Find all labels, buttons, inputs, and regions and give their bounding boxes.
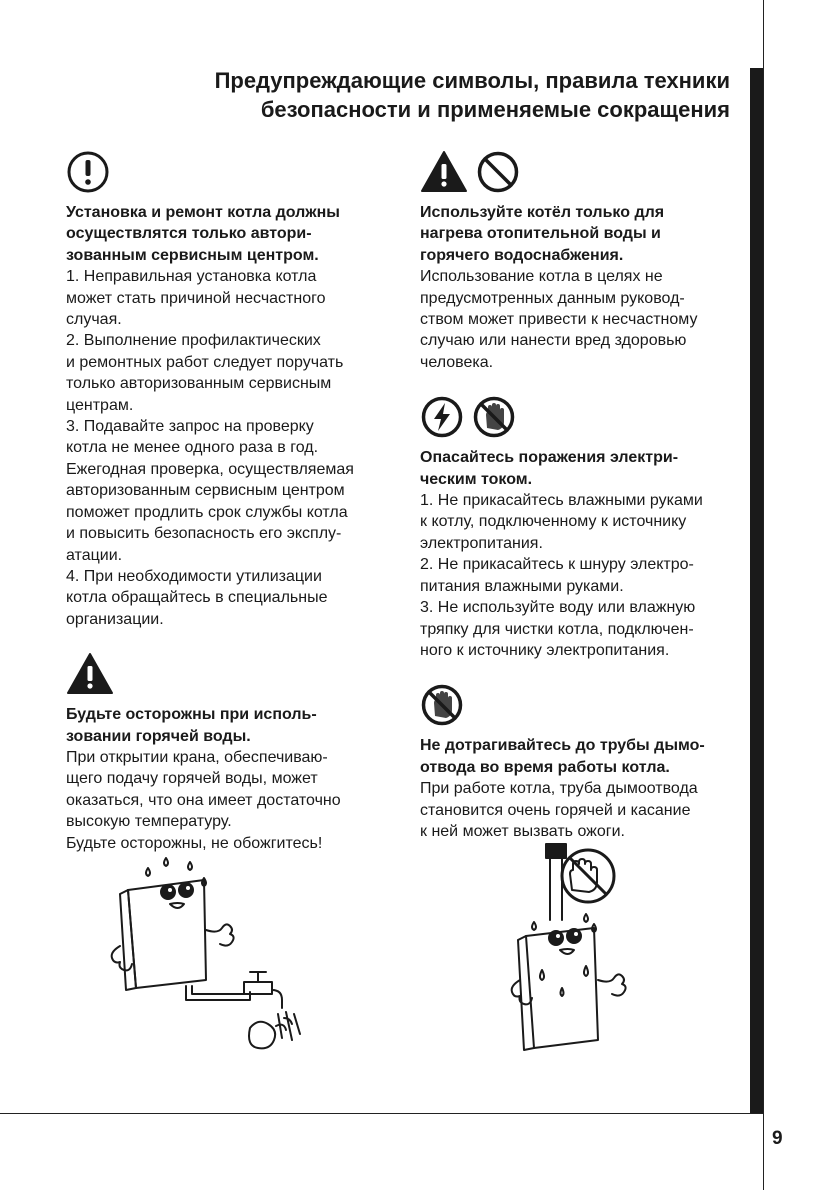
section-heading: Будьте осторожны при исполь- <box>66 706 317 724</box>
body-line: 4. При необходимости утилизации <box>66 567 322 585</box>
section-heading: ческим током. <box>420 470 533 488</box>
section-heading: зованным сервисным центром. <box>66 246 319 264</box>
body-line: к ней может вызвать ожоги. <box>420 822 625 840</box>
body-line: поможет продлить срок службы котла <box>66 503 348 521</box>
section-heading: горячего водоснабжения. <box>420 246 624 264</box>
warning-triangle-icon <box>66 652 114 696</box>
body-line: питания влажными руками. <box>420 577 624 595</box>
page-number: 9 <box>772 1128 783 1149</box>
page-title <box>90 66 730 124</box>
section-heading: осуществлятся только автори- <box>66 225 312 243</box>
body-line: становится очень горячей и касание <box>420 801 691 819</box>
no-touch-hand-icon <box>420 683 464 727</box>
body-line: При работе котла, труба дымоотвода <box>420 780 698 798</box>
section-icons <box>420 150 712 194</box>
body-line: и повысить безопасность его эксплу- <box>66 525 342 543</box>
body-line: может стать причиной несчастного <box>66 289 326 307</box>
body-line: 2. Выполнение профилактических <box>66 332 321 350</box>
footer-rule <box>0 1113 763 1114</box>
section-flue-pipe <box>420 683 712 842</box>
warning-triangle-icon <box>420 150 468 194</box>
exclamation-circle-icon <box>66 150 110 194</box>
body-line: 2. Не прикасайтесь к шнуру электро- <box>420 556 694 574</box>
body-line: Ежегодная проверка, осуществляемая <box>66 460 354 478</box>
body-line: Использование котла в целях не <box>420 268 663 286</box>
side-tab-bar <box>750 68 764 1113</box>
body-line: щего подачу горячей воды, может <box>66 770 318 788</box>
body-line: котла не менее одного раза в год. <box>66 439 319 457</box>
section-intended-use <box>420 150 712 373</box>
boiler-hot-water-illustration <box>100 850 330 1060</box>
no-touch-hand-icon <box>472 395 516 439</box>
right-column <box>420 150 712 842</box>
body-line: атации. <box>66 546 123 564</box>
section-icons <box>66 150 358 194</box>
section-icons <box>66 652 358 696</box>
body-line: предусмотренных данным руковод- <box>420 289 685 307</box>
section-heading: Опасайтесь поражения электри- <box>420 449 679 467</box>
body-line: к котлу, подключенному к источнику <box>420 513 687 531</box>
body-line: авторизованным сервисным центром <box>66 482 345 500</box>
boiler-flue-pipe-illustration <box>490 840 650 1060</box>
body-line: оказаться, что она имеет достаточно <box>66 791 341 809</box>
body-line: человека. <box>420 353 494 371</box>
body-line: Будьте осторожны, не обожгитесь! <box>66 834 323 852</box>
left-column <box>66 150 358 854</box>
body-line: центрам. <box>66 396 134 414</box>
body-line: 1. Неправильная установка котла <box>66 268 317 286</box>
page-title-line: безопасности и применяемые сокращения <box>260 97 730 122</box>
body-line: котла обращайтесь в специальные <box>66 589 328 607</box>
section-heading: Установка и ремонт котла должны <box>66 204 340 221</box>
body-line: и ремонтных работ следует поручать <box>66 353 344 371</box>
body-line: 1. Не прикасайтесь влажными руками <box>420 492 703 510</box>
body-line: случаю или нанести вред здоровью <box>420 332 687 350</box>
section-icons <box>420 395 712 439</box>
body-line: 3. Не используйте воду или влажную <box>420 599 696 617</box>
page-title-line: Предупреждающие символы, правила техники <box>214 68 730 93</box>
section-heading: Используйте котёл только для <box>420 204 665 221</box>
section-installation <box>66 150 358 630</box>
body-line: случая. <box>66 311 122 329</box>
body-line: При открытии крана, обеспечиваю- <box>66 748 328 766</box>
section-electric-shock <box>420 395 712 661</box>
page-edge-line <box>763 0 764 1190</box>
body-line: организации. <box>66 610 164 628</box>
section-heading: отвода во время работы котла. <box>420 758 670 776</box>
body-line: электропитания. <box>420 534 543 552</box>
body-line: ством может привести к несчастному <box>420 311 698 329</box>
section-heading: нагрева отопительной воды и <box>420 225 661 243</box>
prohibited-icon <box>476 150 520 194</box>
section-icons <box>420 683 712 727</box>
body-line: высокую температуру. <box>66 813 232 831</box>
body-line: ного к источнику электропитания. <box>420 641 670 659</box>
section-heading: Не дотрагивайтесь до трубы дымо- <box>420 737 705 755</box>
body-line: 3. Подавайте запрос на проверку <box>66 418 314 436</box>
electric-shock-icon <box>420 395 464 439</box>
body-line: тряпку для чистки котла, подключен- <box>420 620 694 638</box>
section-hot-water <box>66 652 358 854</box>
section-heading: зовании горячей воды. <box>66 727 251 745</box>
body-line: только авторизованным сервисным <box>66 375 332 393</box>
